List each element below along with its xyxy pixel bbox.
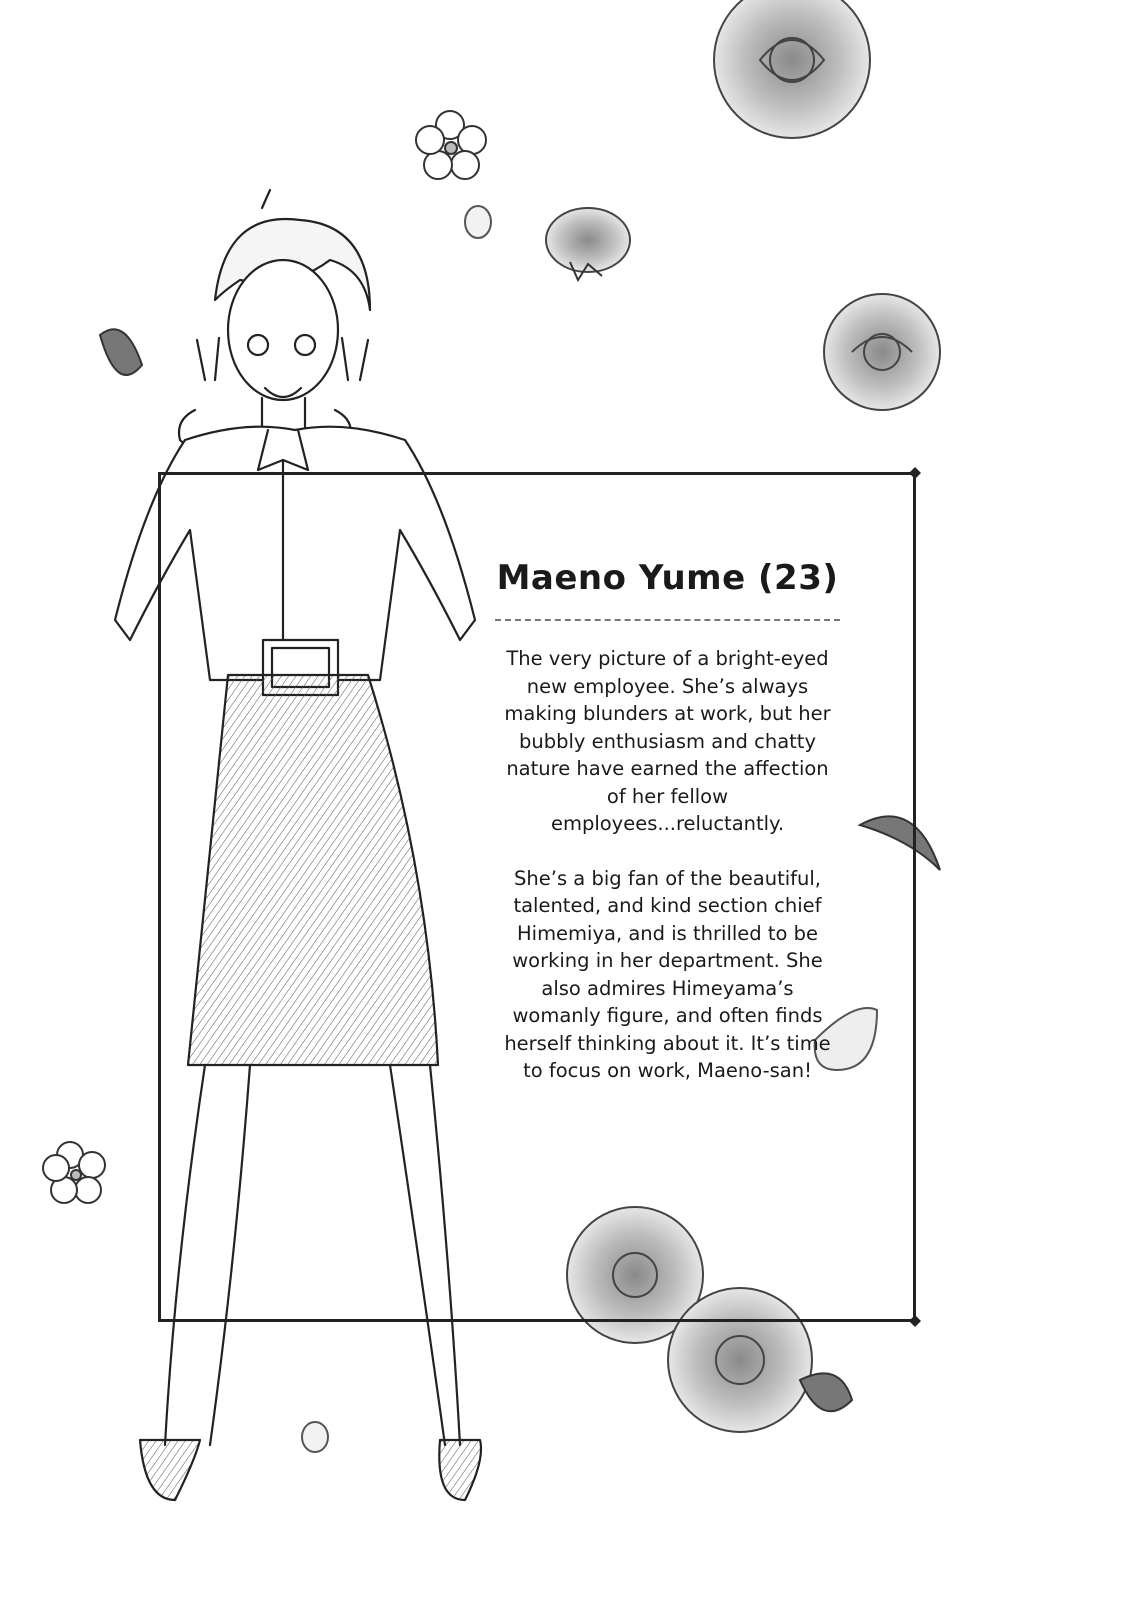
rosebud [546,208,630,280]
title-divider [495,619,840,621]
blossom-left [43,1142,105,1203]
petal-light-bottom [302,1422,328,1452]
character-bio [500,645,835,1085]
petal-light-top [465,206,491,238]
corner-ornament-icon [909,1315,921,1327]
bio-paragraph-2: She’s a big fan of the beautiful, talented, and kind section chief Himemiya, and is thrilled to be working in her department. She also admires Himeyama’s womanly figure, and often finds herself thinking about it. It’s time to focus on work, Maeno-san! [504,866,831,1082]
rose-right [824,294,940,410]
blossom-top [416,111,486,179]
corner-ornament-icon [909,467,921,479]
bio-paragraph-1: The very picture of a bright-eyed new employee. She’s always making blunders at work, but her bubbly enthusiasm and chatty nature have earned the affection of her fellow employees...reluctantly. [504,647,831,835]
petal-dark-left [100,329,142,375]
character-name-title: Maeno Yume (23) [496,558,839,598]
rose-top-right [714,0,870,138]
